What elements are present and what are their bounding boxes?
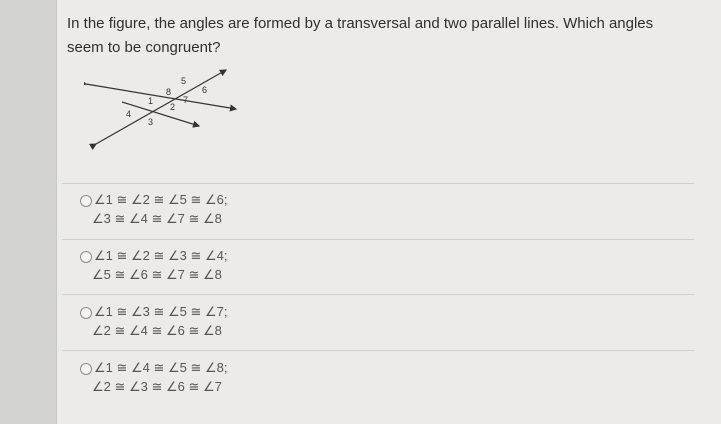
angle-label-3: 3 bbox=[148, 117, 154, 127]
option-line-2: ∠5 ≅ ∠6 ≅ ∠7 ≅ ∠8 bbox=[92, 267, 222, 282]
option-line-1: ∠1 ≅ ∠3 ≅ ∠5 ≅ ∠7; bbox=[94, 304, 228, 319]
option-line-2: ∠2 ≅ ∠4 ≅ ∠6 ≅ ∠8 bbox=[92, 323, 222, 338]
angle-label-6: 6 bbox=[202, 85, 208, 95]
angle-label-8: 8 bbox=[166, 87, 172, 97]
parallel-line-top bbox=[86, 84, 236, 109]
divider bbox=[62, 183, 694, 184]
divider bbox=[62, 350, 694, 351]
radio-button[interactable] bbox=[80, 195, 92, 207]
divider bbox=[62, 239, 694, 240]
option-line-1: ∠1 ≅ ∠2 ≅ ∠5 ≅ ∠6; bbox=[94, 192, 228, 207]
option-line-1: ∠1 ≅ ∠2 ≅ ∠3 ≅ ∠4; bbox=[94, 248, 228, 263]
angle-label-5: 5 bbox=[181, 76, 187, 86]
question-text: In the figure, the angles are formed by a transversal and two parallel lines. Which angles seem to be congruent? bbox=[67, 15, 654, 56]
radio-button[interactable] bbox=[80, 307, 92, 319]
angle-label-7: 7 bbox=[183, 95, 189, 105]
angle-label-2: 2 bbox=[170, 102, 176, 112]
transversal-line bbox=[96, 70, 226, 144]
divider bbox=[62, 294, 694, 295]
radio-button[interactable] bbox=[80, 251, 92, 263]
option-line-1: ∠1 ≅ ∠4 ≅ ∠5 ≅ ∠8; bbox=[94, 360, 228, 375]
option-line-2: ∠2 ≅ ∠3 ≅ ∠6 ≅ ∠7 bbox=[92, 379, 222, 394]
parallel-lines-figure bbox=[84, 62, 244, 157]
angle-label-4: 4 bbox=[126, 109, 132, 119]
angle-label-1: 1 bbox=[148, 96, 154, 106]
radio-button[interactable] bbox=[80, 363, 92, 375]
option-line-2: ∠3 ≅ ∠4 ≅ ∠7 ≅ ∠8 bbox=[92, 211, 222, 226]
